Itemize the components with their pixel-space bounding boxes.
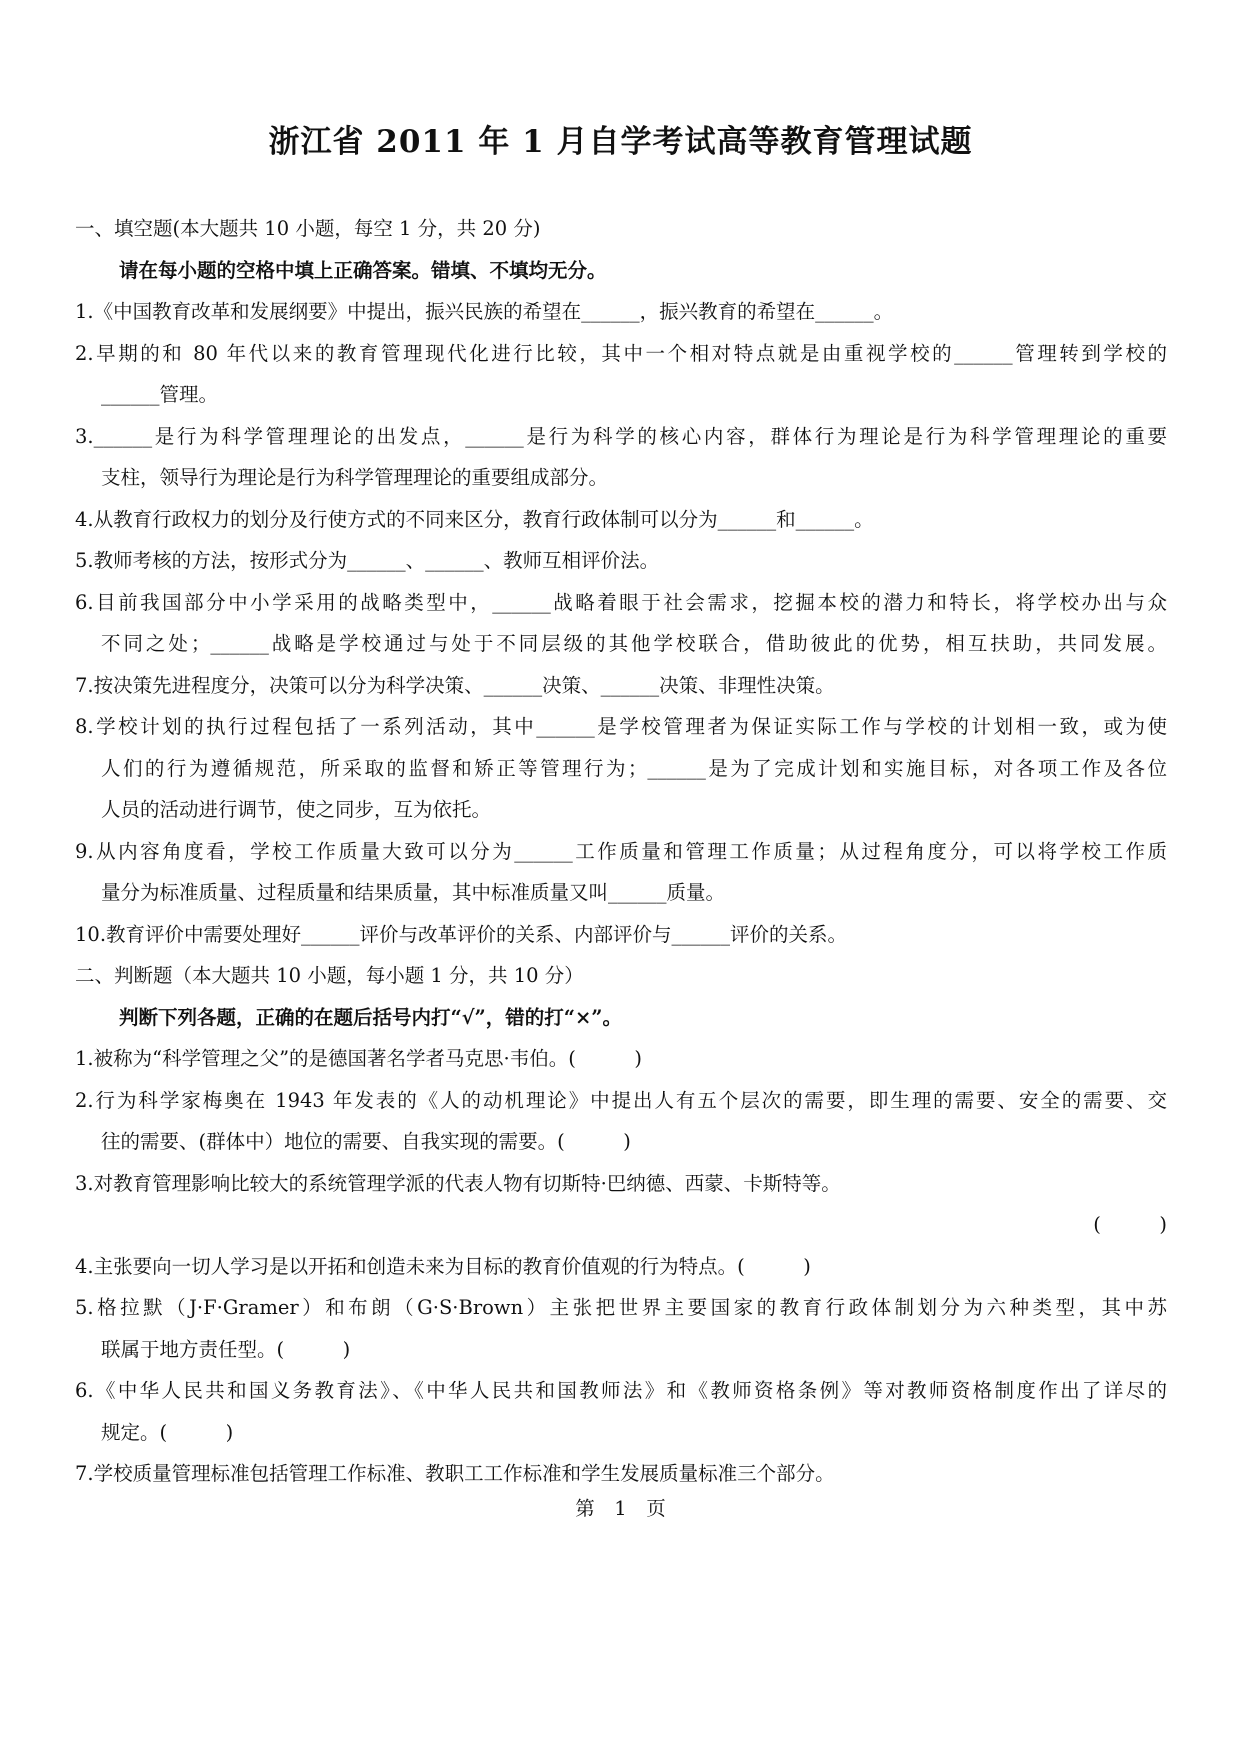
question-line: 5.格拉默（J·F·Gramer）和布朗（G·S·Brown）主张把世界主要国家的教育行政体制划分为六种类型，其中苏 (75, 1296, 1167, 1319)
question-line: 7.学校质量管理标准包括管理工作标准、教职工工作标准和学生发展质量标准三个部分。 (75, 1462, 835, 1485)
question-line: 人员的活动进行调节，使之同步，互为依托。 (101, 798, 492, 821)
question-line: 2.早期的和 80 年代以来的教育管理现代化进行比较，其中一个相对特点就是由重视学校的______管理转到学校的 (75, 341, 1167, 365)
question-line: 联属于地方责任型。( ) (101, 1337, 351, 1361)
section-instruction: 判断下列各题，正确的在题后括号内打“√”，错的打“×”。 (119, 1005, 623, 1029)
question-line: 10.教育评价中需要处理好______评价与改革评价的关系、内部评价与______评价的关系。 (75, 922, 848, 946)
question-line: 8.学校计划的执行过程包括了一系列活动，其中______是学校管理者为保证实际工作与学校的计划相一致，或为使 (75, 715, 1167, 738)
question-line: 9.从内容角度看，学校工作质量大致可以分为______工作质量和管理工作质量；从过程角度分，可以将学校工作质 (75, 839, 1167, 863)
question-line: 6.《中华人民共和国义务教育法》、《中华人民共和国教师法》和《教师资格条例》等对教师资格制度作出了详尽的 (75, 1379, 1167, 1402)
question-line: 3.对教育管理影响比较大的系统管理学派的代表人物有切斯特·巴纳德、西蒙、卡斯特等。 (75, 1171, 841, 1195)
section-heading: 一、填空题(本大题共 10 小题，每空 1 分，共 20 分) (75, 217, 541, 240)
exam-content (75, 208, 1167, 1495)
question-line: ______管理。 (101, 383, 219, 406)
question-line: 规定。( ) (101, 1420, 234, 1444)
question-line: 1.被称为“科学管理之父”的是德国著名学者马克思·韦伯。( ) (75, 1047, 642, 1070)
page-title: 浙江省 2011 年 1 月自学考试高等教育管理试题 (268, 124, 973, 160)
question-line: ( ) (1093, 1213, 1167, 1236)
question-line: 2.行为科学家梅奥在 1943 年发表的《人的动机理论》中提出人有五个层次的需要，即生理的需要、安全的需要、交 (75, 1088, 1167, 1112)
question-line: 6.目前我国部分中小学采用的战略类型中，______战略着眼于社会需求，挖掘本校的潜力和特长，将学校办出与众 (75, 590, 1167, 614)
question-line: 3.______是行为科学管理理论的出发点，______是行为科学的核心内容，群体行为理论是行为科学管理理论的重要 (75, 424, 1167, 448)
question-line: 4.从教育行政权力的划分及行使方式的不同来区分，教育行政体制可以分为______和______。 (75, 507, 874, 531)
section-instruction: 请在每小题的空格中填上正确答案。错填、不填均无分。 (119, 258, 607, 282)
question-line: 4.主张要向一切人学习是以开拓和创造未来为目标的教育价值观的行为特点。( ) (75, 1254, 811, 1278)
question-line: 人们的行为遵循规范，所采取的监督和矫正等管理行为；______是为了完成计划和实施目标，对各项工作及各位 (101, 756, 1167, 780)
section-heading: 二、判断题（本大题共 10 小题，每小题 1 分，共 10 分） (75, 964, 584, 987)
question-line: 量分为标准质量、过程质量和结果质量，其中标准质量又叫______质量。 (101, 881, 726, 904)
question-line: 不同之处；______战略是学校通过与处于不同层级的其他学校联合，借助彼此的优势，相互扶助，共同发展。 (101, 632, 1167, 655)
question-line: 支柱，领导行为理论是行为科学管理理论的重要组成部分。 (101, 466, 609, 489)
question-line: 往的需要、(群体中）地位的需要、自我实现的需要。( ) (101, 1130, 631, 1153)
question-line: 1.《中国教育改革和发展纲要》中提出，振兴民族的希望在______，振兴教育的希望在______。 (75, 300, 894, 323)
question-line: 7.按决策先进程度分，决策可以分为科学决策、______决策、______决策、非理性决策。 (75, 673, 835, 697)
page-number: 第 1 页 (575, 1497, 666, 1520)
question-line: 5.教师考核的方法，按形式分为______、______、教师互相评价法。 (75, 549, 660, 572)
